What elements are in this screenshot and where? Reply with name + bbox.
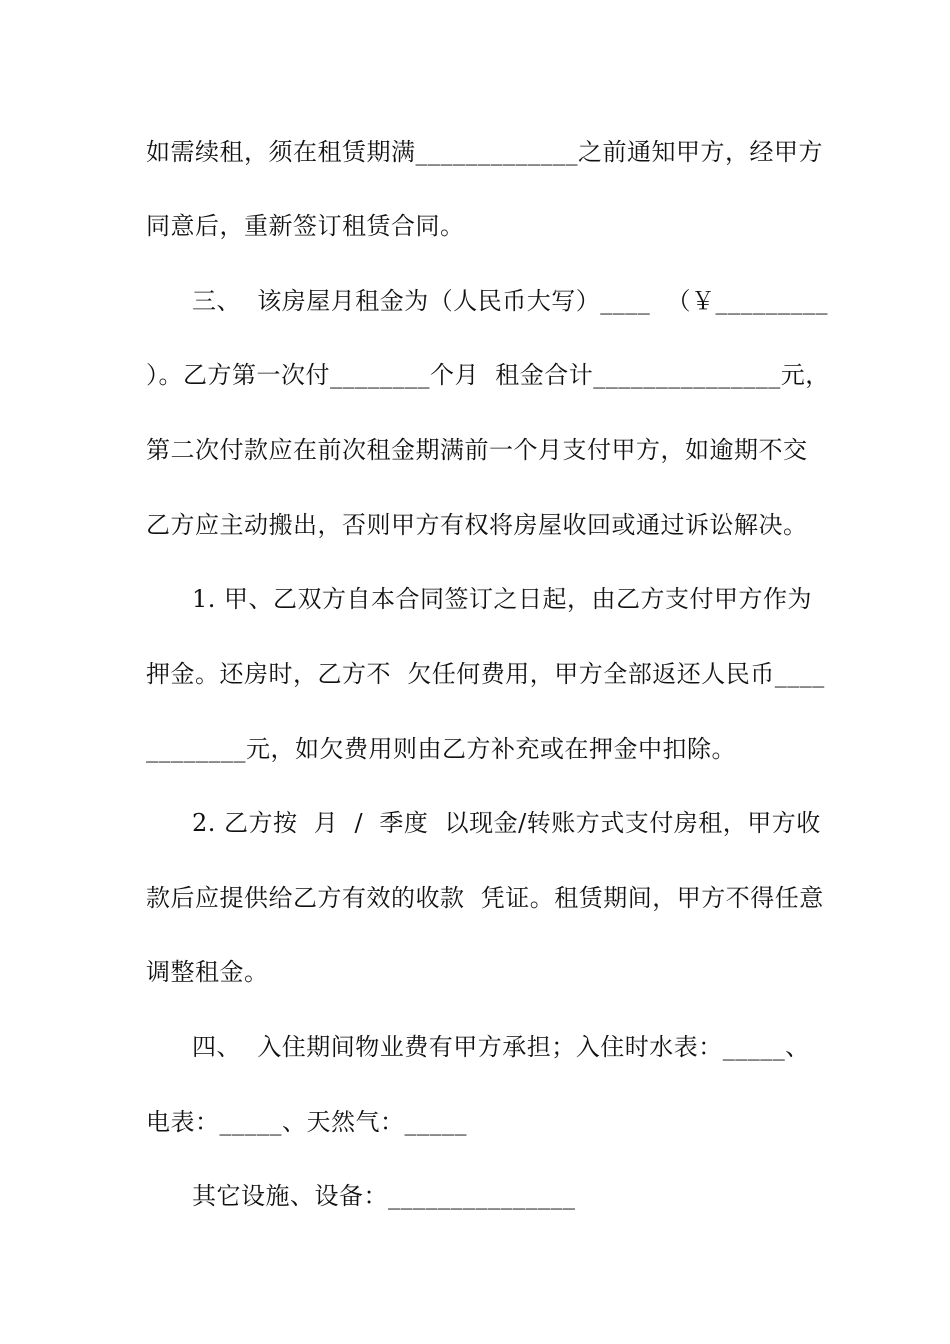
text-line: ________元，如欠费用则由乙方补充或在押金中扣除。	[146, 735, 736, 763]
text-line: 如需续租，须在租赁期满_____________之前通知甲方，经甲方	[146, 138, 823, 166]
text-line: 电表：_____、天然气：_____	[146, 1108, 467, 1136]
text-line: 调整租金。	[146, 958, 269, 986]
clause-1-line: 1. 甲、乙双方自本合同签订之日起，由乙方支付甲方作为	[192, 585, 813, 613]
clause-2-line: 2. 乙方按 月 / 季度 以现金/转账方式支付房租，甲方收	[192, 809, 821, 837]
text-line: ）。乙方第一次付________个月 租金合计_______________元，	[146, 361, 830, 389]
section-three-heading-line: 三、 该房屋月租金为（人民币大写）____ （￥_________	[192, 287, 829, 315]
text-line: 押金。还房时，乙方不 欠任何费用，甲方全部返还人民币____	[146, 660, 825, 688]
section-four-heading-line: 四、 入住期间物业费有甲方承担；入住时水表：_____、	[192, 1033, 810, 1061]
text-line: 款后应提供给乙方有效的收款 凭证。租赁期间，甲方不得任意	[146, 884, 824, 912]
text-line: 第二次付款应在前次租金期满前一个月支付甲方，如逾期不交	[146, 436, 808, 464]
text-line: 乙方应主动搬出，否则甲方有权将房屋收回或通过诉讼解决。	[146, 511, 808, 539]
text-line: 同意后，重新签订租赁合同。	[146, 212, 465, 240]
other-facilities-line: 其它设施、设备：_______________	[192, 1182, 576, 1210]
